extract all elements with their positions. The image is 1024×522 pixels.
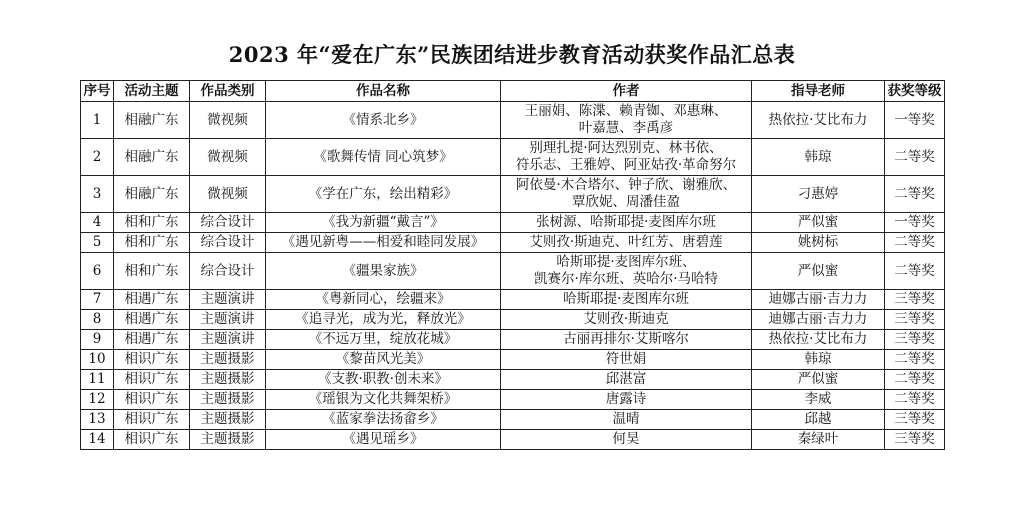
table-row [81,330,945,350]
cell-name: 《歌舞传情 同心筑梦》 [266,139,501,176]
cell-category: 主题演讲 [190,310,266,330]
cell-author [501,176,752,213]
cell-level: 二等奖 [885,233,945,253]
author-line: 艾则孜·斯迪克 [583,311,669,327]
cell-no: 9 [81,330,114,350]
cell-name: 《疆果家族》 [266,253,501,290]
cell-author [501,430,752,450]
cell-level: 三等奖 [885,310,945,330]
cell-level: 三等奖 [885,290,945,310]
author-line: 哈斯耶提·麦图库尔班 [563,291,689,307]
table-row [81,213,945,233]
cell-category: 微视频 [190,139,266,176]
cell-author [501,139,752,176]
table-header-row [81,81,945,102]
author-line: 符乐志、王雅婷、阿亚姑孜·革命努尔 [515,157,737,173]
cell-theme: 相和广东 [114,213,190,233]
cell-category: 主题摄影 [190,430,266,450]
cell-teacher: 刁惠婷 [752,176,885,213]
cell-name: 《遇见新粤——相爱和睦同发展》 [266,233,501,253]
cell-teacher: 韩琼 [752,139,885,176]
table-row [81,290,945,310]
cell-no: 7 [81,290,114,310]
cell-category: 主题摄影 [190,350,266,370]
cell-no: 6 [81,253,114,290]
cell-theme: 相识广东 [114,370,190,390]
cell-level: 二等奖 [885,370,945,390]
cell-theme: 相融广东 [114,176,190,213]
cell-theme: 相融广东 [114,102,190,139]
cell-level: 二等奖 [885,253,945,290]
cell-name: 《支教·职教·创未来》 [266,370,501,390]
author-line: 张树源、哈斯耶提·麦图库尔班 [536,214,716,230]
cell-author [501,102,752,139]
cell-teacher: 严似蜜 [752,370,885,390]
cell-theme: 相融广东 [114,139,190,176]
cell-name: 《黎苗风光美》 [266,350,501,370]
cell-level: 二等奖 [885,139,945,176]
cell-name: 《学在广东，绘出精彩》 [266,176,501,213]
cell-author [501,410,752,430]
cell-teacher: 迪娜古丽·吉力力 [752,290,885,310]
cell-no: 8 [81,310,114,330]
cell-level: 二等奖 [885,176,945,213]
header-no: 序号 [81,81,114,102]
cell-category: 主题摄影 [190,390,266,410]
cell-name: 《蓝家拳法扬畲乡》 [266,410,501,430]
cell-theme: 相遇广东 [114,310,190,330]
cell-level: 二等奖 [885,390,945,410]
cell-theme: 相识广东 [114,410,190,430]
cell-theme: 相和广东 [114,253,190,290]
cell-teacher: 严似蜜 [752,213,885,233]
cell-teacher: 姚树标 [752,233,885,253]
table-row [81,390,945,410]
cell-name: 《瑶银为文化共舞架桥》 [266,390,501,410]
award-table [80,80,945,450]
cell-category: 主题摄影 [190,370,266,390]
cell-teacher: 秦绿叶 [752,430,885,450]
cell-author [501,350,752,370]
author-line: 叶嘉慧、李禹彦 [578,120,674,136]
cell-no: 2 [81,139,114,176]
table-row [81,253,945,290]
cell-category: 主题演讲 [190,330,266,350]
cell-theme: 相识广东 [114,390,190,410]
cell-level: 三等奖 [885,410,945,430]
cell-teacher: 严似蜜 [752,253,885,290]
author-line: 王丽娟、陈渫、赖青铷、邓惠琳、 [524,103,728,119]
header-author: 作者 [501,81,752,102]
author-line: 覃欣妮、周潘佳盈 [572,194,680,210]
cell-category: 主题摄影 [190,410,266,430]
author-line: 阿依曼·木合塔尔、钟子欣、谢雅欣、 [515,177,737,193]
cell-name: 《追寻光，成为光，释放光》 [266,310,501,330]
cell-author [501,253,752,290]
cell-no: 4 [81,213,114,233]
table-body [81,102,945,450]
table-row [81,350,945,370]
cell-theme: 相识广东 [114,430,190,450]
header-name: 作品名称 [266,81,501,102]
cell-no: 14 [81,430,114,450]
cell-author [501,330,752,350]
author-line: 别理扎提·阿达烈别克、林书依、 [529,140,723,156]
author-line: 邱湛富 [605,371,647,387]
author-line: 唐露诗 [605,391,647,407]
author-line: 符世娟 [605,351,647,367]
cell-author [501,390,752,410]
cell-name: 《粤新同心，绘疆来》 [266,290,501,310]
author-line: 凯赛尔·库尔班、英哈尔·马哈特 [533,271,719,287]
cell-category: 综合设计 [190,213,266,233]
cell-category: 微视频 [190,176,266,213]
cell-teacher: 热依拉·艾比布力 [752,330,885,350]
cell-teacher: 李威 [752,390,885,410]
table-row [81,410,945,430]
cell-category: 综合设计 [190,233,266,253]
table-row [81,430,945,450]
cell-name: 《我为新疆“戴言”》 [266,213,501,233]
cell-author [501,213,752,233]
cell-category: 微视频 [190,102,266,139]
author-line: 艾则孜·斯迪克、叶红芳、唐碧莲 [529,234,723,250]
cell-level: 三等奖 [885,330,945,350]
header-theme: 活动主题 [114,81,190,102]
author-line: 古丽再排尔·艾斯喀尔 [563,331,689,347]
author-line: 何昊 [612,431,640,447]
header-level: 获奖等级 [885,81,945,102]
cell-author [501,370,752,390]
cell-level: 一等奖 [885,213,945,233]
cell-level: 二等奖 [885,350,945,370]
table-row [81,310,945,330]
table-row [81,233,945,253]
cell-name: 《不远万里，绽放花城》 [266,330,501,350]
cell-teacher: 迪娜古丽·吉力力 [752,310,885,330]
cell-theme: 相识广东 [114,350,190,370]
cell-teacher: 热依拉·艾比布力 [752,102,885,139]
cell-no: 12 [81,390,114,410]
cell-name: 《遇见瑶乡》 [266,430,501,450]
header-teacher: 指导老师 [752,81,885,102]
cell-no: 1 [81,102,114,139]
cell-author [501,310,752,330]
cell-level: 三等奖 [885,430,945,450]
cell-theme: 相遇广东 [114,290,190,310]
header-category: 作品类别 [190,81,266,102]
cell-name: 《情系北乡》 [266,102,501,139]
cell-theme: 相和广东 [114,233,190,253]
cell-no: 3 [81,176,114,213]
cell-level: 一等奖 [885,102,945,139]
cell-teacher: 邱越 [752,410,885,430]
cell-no: 5 [81,233,114,253]
author-line: 温晴 [612,411,640,427]
page-title: 2023 年“爱在广东”民族团结进步教育活动获奖作品汇总表 [228,42,796,67]
cell-category: 综合设计 [190,253,266,290]
cell-teacher: 韩琼 [752,350,885,370]
table-row [81,102,945,139]
cell-author [501,233,752,253]
table-row [81,176,945,213]
cell-category: 主题演讲 [190,290,266,310]
table-row [81,370,945,390]
table-row [81,139,945,176]
cell-no: 13 [81,410,114,430]
cell-no: 10 [81,350,114,370]
author-line: 哈斯耶提·麦图库尔班、 [556,254,696,270]
cell-no: 11 [81,370,114,390]
cell-author [501,290,752,310]
cell-theme: 相遇广东 [114,330,190,350]
